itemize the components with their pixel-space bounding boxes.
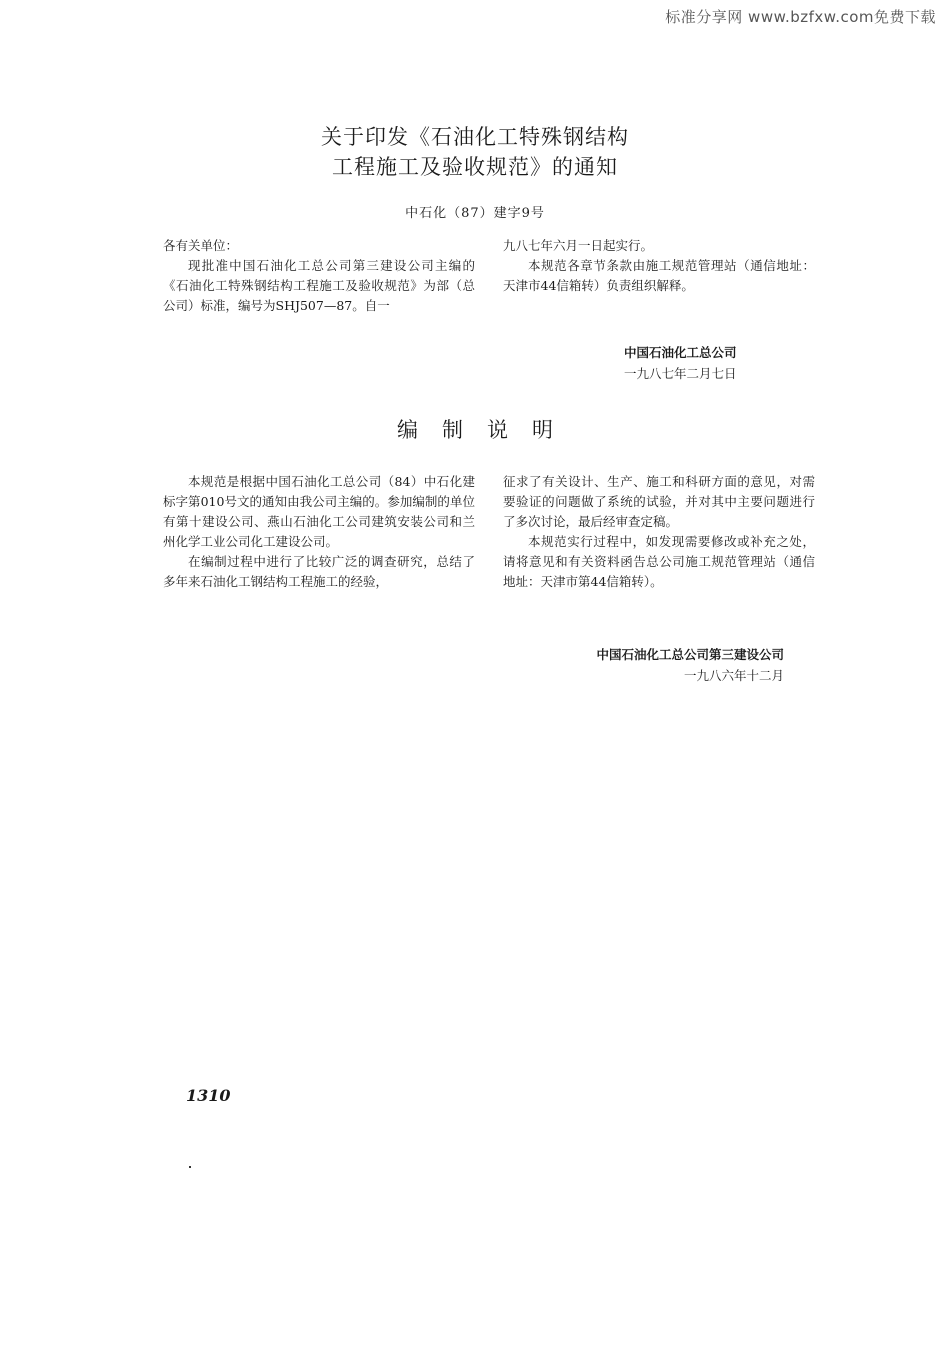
- explanation-paragraph-2: 在编制过程中进行了比较广泛的调查研究，总结了多年来石油化工钢结构工程施工的经验，: [163, 554, 475, 589]
- notice-right-column: [503, 236, 815, 296]
- document-number: 中石化（87）建字9号: [405, 206, 545, 221]
- notice-signature-date: 一九八七年二月七日: [624, 366, 737, 381]
- explanation-paragraph-2-continued: 征求了有关设计、生产、施工和科研方面的意见，对需要验证的问题做了系统的试验，并对其中主要问题进行了多次讨论，最后经审查定稿。: [503, 474, 815, 529]
- scan-artifact-dot: [189, 1166, 191, 1168]
- section-title: 编制说明: [397, 418, 577, 442]
- notice-paragraph-1: 现批准中国石油化工总公司第三建设公司主编的《石油化工特殊钢结构工程施工及验收规范》为部（总公司）标准，编号为SHJ507—87。自一: [163, 258, 475, 313]
- watermark-text: 标准分享网 www.bzfxw.com免费下载: [665, 8, 936, 26]
- notice-paragraph-1-continued: 九八七年六月一日起实行。: [503, 238, 654, 253]
- explanation-signature: [596, 644, 784, 686]
- explanation-signature-date: 一九八六年十二月: [683, 668, 784, 683]
- explanation-paragraph-1: 本规范是根据中国石油化工总公司（84）中石化建标字第010号文的通知由我公司主编的。参加编制的单位有第十建设公司、燕山石油化工公司建筑安装公司和兰州化学工业公司化工建设公司。: [163, 474, 475, 549]
- explanation-paragraph-3: 本规范实行过程中，如发现需要修改或补充之处，请将意见和有关资料函告总公司施工规范管理站（通信地址：天津市第44信箱转）。: [503, 534, 815, 589]
- explanation-right-column: [503, 472, 815, 592]
- document-title: [0, 122, 950, 182]
- explanation-left-column: [163, 472, 475, 592]
- notice-left-column: [163, 236, 475, 316]
- explanation-signature-org: 中国石油化工总公司第三建设公司: [596, 647, 784, 662]
- notice-paragraph-2: 本规范各章节条款由施工规范管理站（通信地址：天津市44信箱转）负责组织解释。: [503, 258, 815, 293]
- notice-signature-org: 中国石油化工总公司: [624, 345, 737, 360]
- page-number: 1310: [186, 1086, 231, 1105]
- notice-signature: [624, 342, 737, 384]
- title-line-1: 关于印发《石油化工特殊钢结构: [321, 125, 629, 149]
- notice-salutation: 各有关单位：: [163, 238, 239, 253]
- title-line-2: 工程施工及验收规范》的通知: [332, 155, 618, 179]
